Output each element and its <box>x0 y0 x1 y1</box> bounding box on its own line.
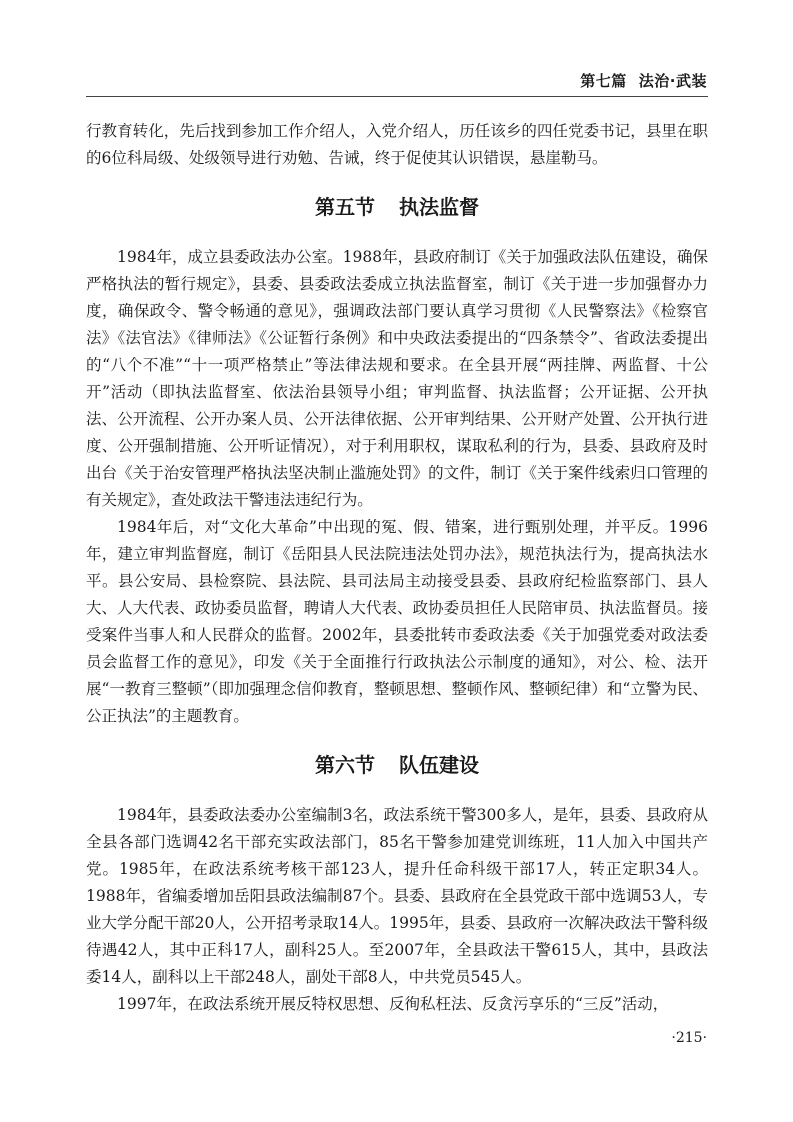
section-5-paragraph: 1984年后，对“文化大革命”中出现的冤、假、错案，进行甄别处理，并平反。1996年，建立审判监督庭，制订《岳阳县人民法院违法处罚办法》，规范执法行为，提高执法水平。县公安局、县检察院、县法院、县司法局主动接受县委、县政府纪检监察部门、县人大、人大代表、政协委员监督，聘请人大代表、政协委员担任人民陪审员、执法监督员。接受案件当事人和人民群众的监督。2002年，县委批转市委政法委《关于加强党委对政法委员会监督工作的意见》，印发《关于全面推行行政执法公示制度的通知》，对公、检、法开展“一教育三整顿”（即加强理念信仰教育，整顿思想、整顿作风、整顿纪律）和“立警为民、公正执法”的主题教育。 <box>86 518 708 725</box>
page-number: ·215· <box>671 1030 707 1046</box>
header-rule <box>86 96 708 97</box>
section-6-paragraph: 1984年，县委政法委办公室编制3名，政法系统干警300多人，是年，县委、县政府从全县各部门选调42名干部充实政法部门，85名干警参加建党训练班，11人加入中国共产党。1985年，在政法系统考核干部123人，提升任命科级干部17人，转正定职34人。1988年，省编委增加岳阳县政法编制87个。县委、县政府在全县党政干部中选调53人，专业大学分配干部20人，公开招考录取14人。1995年，县委、县政府一次解决政法干警科级待遇42人，其中正科17人，副科25人。至2007年，全县政法干警615人，其中，县政法委14人，副科以上干部248人，副处干部8人，中共党员545人。 <box>86 806 708 986</box>
section-6-title: 队伍建设 <box>399 753 479 777</box>
part-label: 第七篇 <box>580 72 627 90</box>
continuation-paragraph: 行教育转化，先后找到参加工作介绍人，入党介绍人，历任该乡的四任党委书记，县里在职的6位科局级、处级领导进行劝勉、告诫，终于促使其认识错误，悬崖勒马。 <box>86 122 708 167</box>
section-6-heading <box>86 750 708 780</box>
section-5-title: 执法监督 <box>399 195 479 219</box>
page-body <box>86 118 708 1018</box>
section-6-number: 第六节 <box>315 753 375 777</box>
section-5-number: 第五节 <box>315 195 375 219</box>
section-5-paragraph: 1984年，成立县委政法办公室。1988年，县政府制订《关于加强政法队伍建设，确保严格执法的暂行规定》，县委、县委政法委成立执法监督室，制订《关于进一步加强督办力度，确保政令、警令畅通的意见》，强调政法部门要认真学习贯彻《人民警察法》《检察官法》《法官法》《律师法》《公证暂行条例》和中央政法委提出的“四条禁令”、省政法委提出的“八个不准”“十一项严格禁止”等法律法规和要求。在全县开展“两挂牌、两监督、十公开”活动（即执法监督室、依法治县领导小组；审判监督、执法监督；公开证据、公开执法、公开流程、公开办案人员、公开法律依据、公开审判结果、公开财产处置、公开执行进度、公开强制措施、公开听证情况），对于利用职权，谋取私利的行为，县委、县政府及时出台《关于治安管理严格执法坚决制止滥施处罚》的文件，制订《关于案件线索归口管理的有关规定》，查处政法干警违法违纪行为。 <box>86 248 708 509</box>
part-title: 法治·武装 <box>638 72 707 90</box>
running-head <box>580 70 707 91</box>
section-6-paragraph: 1997年，在政法系统开展反特权思想、反徇私枉法、反贪污享乐的“三反”活动， <box>117 995 669 1013</box>
section-5-heading <box>86 192 708 222</box>
